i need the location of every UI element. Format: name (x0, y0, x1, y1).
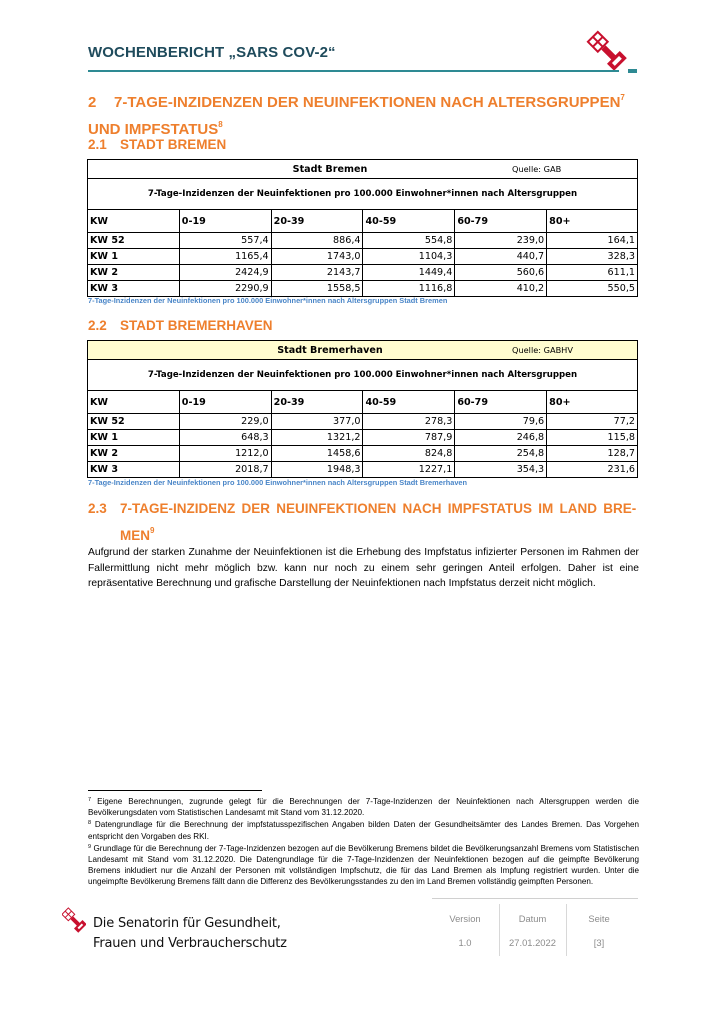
footnotes (88, 795, 639, 888)
incidence-cell: 79,6 (455, 414, 547, 430)
section-2-3-heading (88, 498, 638, 547)
incidence-cell: 554,8 (363, 233, 455, 249)
footnote-ref[interactable]: 9 (150, 526, 155, 535)
incidence-cell: 1948,3 (271, 462, 363, 478)
table-row (88, 414, 638, 430)
week-cell: KW 2 (88, 446, 180, 462)
incidence-cell: 128,7 (547, 446, 638, 462)
incidence-cell: 648,3 (179, 430, 271, 446)
section-title-line2: UND IMPFSTATUS (88, 121, 219, 138)
column-header: 60-79 (455, 210, 547, 233)
incidence-cell: 2018,7 (179, 462, 271, 478)
week-cell: KW 3 (88, 462, 180, 478)
table-subtitle: 7-Tage-Inzidenzen der Neuinfektionen pro 100.000 Einwohner*innen nach Altersgruppen (88, 179, 638, 210)
section-2-1-heading (88, 137, 226, 152)
incidence-cell: 377,0 (271, 414, 363, 430)
incidence-cell: 2143,7 (271, 265, 363, 281)
section-title: STADT BREMERHAVEN (120, 318, 273, 333)
incidence-cell: 115,8 (547, 430, 638, 446)
section-title-line1: 7-TAGE-INZIDENZEN DER NEUINFEKTIONEN NACH ALTERSGRUPPEN (114, 94, 621, 111)
incidence-cell: 1449,4 (363, 265, 455, 281)
column-header: KW (88, 210, 180, 233)
incidence-cell: 164,1 (547, 233, 638, 249)
column-header: 60-79 (455, 391, 547, 414)
version-value: 1.0 (458, 937, 472, 948)
section-number: 2.3 (88, 501, 107, 516)
incidence-cell: 229,0 (179, 414, 271, 430)
incidence-cell: 1321,2 (271, 430, 363, 446)
incidence-cell: 1227,1 (363, 462, 455, 478)
table-row (88, 430, 638, 446)
week-cell: KW 1 (88, 249, 180, 265)
table-title-cell (88, 341, 638, 360)
bremen-key-logo-icon (62, 905, 86, 935)
section-title-line1-wrap (120, 498, 638, 520)
date-value: 27.01.2022 (509, 937, 556, 948)
week-cell: KW 1 (88, 430, 180, 446)
section-number: 2.1 (88, 137, 107, 152)
incidence-cell: 1116,8 (363, 281, 455, 297)
week-cell: KW 2 (88, 265, 180, 281)
incidence-cell: 239,0 (455, 233, 547, 249)
incidence-cell: 328,3 (547, 249, 638, 265)
body-paragraph: Aufgrund der starken Zunahme der Neuinfektionen ist die Erhebung des Impfstatus infizierter Personen im Rahmen der Fallermittlung nicht mehr möglich bzw. kann nur noch zu einem sehr geringen Anteil erfolgen. Daher ist eine repräsentative Berechnung und grafische Darstellung der Neuinfektionen nach Impfstatus derzeit nicht möglich. (88, 547, 639, 589)
incidence-cell: 560,6 (455, 265, 547, 281)
footnote-separator (88, 790, 262, 791)
footer-org-line1: Die Senatorin für Gesundheit, (93, 916, 281, 931)
incidence-cell: 2424,9 (179, 265, 271, 281)
footnote-text: Eigene Berechnungen, zugrunde gelegt für die Berechnungen der 7-Tage-Inzidenzen der Neuinfektionen nach Altersgruppen werden die Bevölkerungsdaten vom Statistischen Landesamt mit Stand vom 31.12.2020. (88, 797, 639, 818)
incidence-cell: 354,3 (455, 462, 547, 478)
header-rule-end (628, 69, 637, 73)
footnote-ref[interactable]: 7 (620, 93, 625, 102)
incidence-cell: 246,8 (455, 430, 547, 446)
column-header: 20-39 (271, 391, 363, 414)
footnote-number: 7 (88, 797, 92, 803)
incidence-cell: 278,3 (363, 414, 455, 430)
incidence-cell: 1458,6 (271, 446, 363, 462)
week-cell: KW 52 (88, 233, 180, 249)
section-2-heading (88, 87, 638, 141)
section-2-2-heading (88, 318, 273, 333)
incidence-cell: 1104,3 (363, 249, 455, 265)
incidence-cell: 77,2 (547, 414, 638, 430)
incidence-cell: 1743,0 (271, 249, 363, 265)
footer-organization (93, 914, 287, 953)
column-header: 0-19 (179, 210, 271, 233)
table-row (88, 281, 638, 297)
document-header-title: WOCHENBERICHT „SARS COV-2“ (88, 44, 336, 61)
column-header: 0-19 (179, 391, 271, 414)
column-header: 80+ (547, 210, 638, 233)
version-label: Version (449, 913, 481, 924)
table-source: Quelle: GABHV (512, 345, 573, 355)
footnote-number: 8 (88, 820, 92, 827)
column-header: KW (88, 391, 180, 414)
page-value: [3] (593, 937, 605, 948)
incidence-cell: 2290,9 (179, 281, 271, 297)
incidence-cell: 611,1 (547, 265, 638, 281)
incidence-cell: 886,4 (271, 233, 363, 249)
incidence-cell: 254,8 (455, 446, 547, 462)
bremen-key-logo-icon (584, 26, 630, 76)
table-source: Quelle: GAB (512, 164, 562, 174)
column-header: 20-39 (271, 210, 363, 233)
footer-separator (566, 904, 567, 956)
footnote-ref[interactable]: 8 (218, 120, 223, 129)
date-label: Datum (518, 913, 547, 924)
table-row (88, 233, 638, 249)
incidence-cell: 1165,4 (179, 249, 271, 265)
section-number: 2 (88, 94, 97, 111)
incidence-cell: 440,7 (455, 249, 547, 265)
incidence-cell: 550,5 (547, 281, 638, 297)
column-header: 40-59 (363, 210, 455, 233)
bremerhaven-incidence-table (87, 340, 638, 478)
incidence-cell: 1212,0 (179, 446, 271, 462)
bremen-incidence-table (87, 159, 638, 297)
footnote (88, 818, 639, 841)
column-header: 40-59 (363, 391, 455, 414)
incidence-cell: 231,6 (547, 462, 638, 478)
footnote (88, 842, 639, 888)
table-title: Stadt Bremerhaven (277, 344, 383, 356)
incidence-cell: 787,9 (363, 430, 455, 446)
footer-separator (499, 904, 500, 956)
table-row (88, 265, 638, 281)
table-caption: 7-Tage-Inzidenzen der Neuinfektionen pro 100.000 Einwohner*innen nach Altersgruppen Stadt Bremen (88, 296, 448, 305)
table-title: Stadt Bremen (292, 163, 368, 175)
column-header: 80+ (547, 391, 638, 414)
table-title-cell (88, 160, 638, 179)
footnote (88, 795, 639, 818)
table-row (88, 462, 638, 478)
footnote-text: Grundlage für die Berechnung der 7-Tage-Inzidenzen bezogen auf die Bevölkerung Bremens bildet die Bevölkerungsanzahl Bremens vom Statistischen Landesamt mit Stand vom 31.12.2020. Die Datengrundlage für die 7-Tage-Inzidenzen der Neuinfektionen bezogen auf die geimpfte Bevölkerung Bremens inkludiert nur die Anzahl der Personen mit vollständigen Impfschutz, die für das Land Bremen als Impfung registriert wurden. Unter die ungeimpfte Bevölkerung Bremens fällt dann die Differenz des Bevölkerungsstandes zu den im Land Bremen vollständig geimpften Personen. (88, 843, 639, 887)
incidence-cell: 824,8 (363, 446, 455, 462)
footer-rule (432, 898, 638, 899)
table-row (88, 249, 638, 265)
footer-org-line2: Frauen und Verbraucherschutz (93, 935, 287, 951)
table-caption: 7-Tage-Inzidenzen der Neuinfektionen pro 100.000 Einwohner*innen nach Altersgruppen Stadt Bremerhaven (88, 478, 468, 487)
section-number: 2.2 (88, 318, 107, 333)
table-subtitle: 7-Tage-Inzidenzen der Neuinfektionen pro 100.000 Einwohner*innen nach Altersgruppen (88, 360, 638, 391)
section-title-line2: MEN (120, 528, 150, 543)
footnote-text: Datengrundlage für die Berechnung der impfstatusspezifischen Angaben bilden Daten der Gesundheitsämter des Landes Bremen. Das Vorgehen entspricht den Vorgaben des RKI. (88, 820, 639, 841)
section-title: STADT BREMEN (120, 137, 227, 152)
incidence-cell: 1558,5 (271, 281, 363, 297)
table-row (88, 446, 638, 462)
incidence-cell: 557,4 (179, 233, 271, 249)
section-title-line1: 7-TAGE-INZIDENZ DER NEUINFEKTIONEN NACH IMPFSTATUS IM LAND BRE- (120, 501, 637, 516)
page-label: Seite (588, 913, 610, 924)
header-rule (88, 70, 619, 72)
week-cell: KW 52 (88, 414, 180, 430)
incidence-cell: 410,2 (455, 281, 547, 297)
week-cell: KW 3 (88, 281, 180, 297)
footnote-number: 9 (88, 843, 92, 850)
